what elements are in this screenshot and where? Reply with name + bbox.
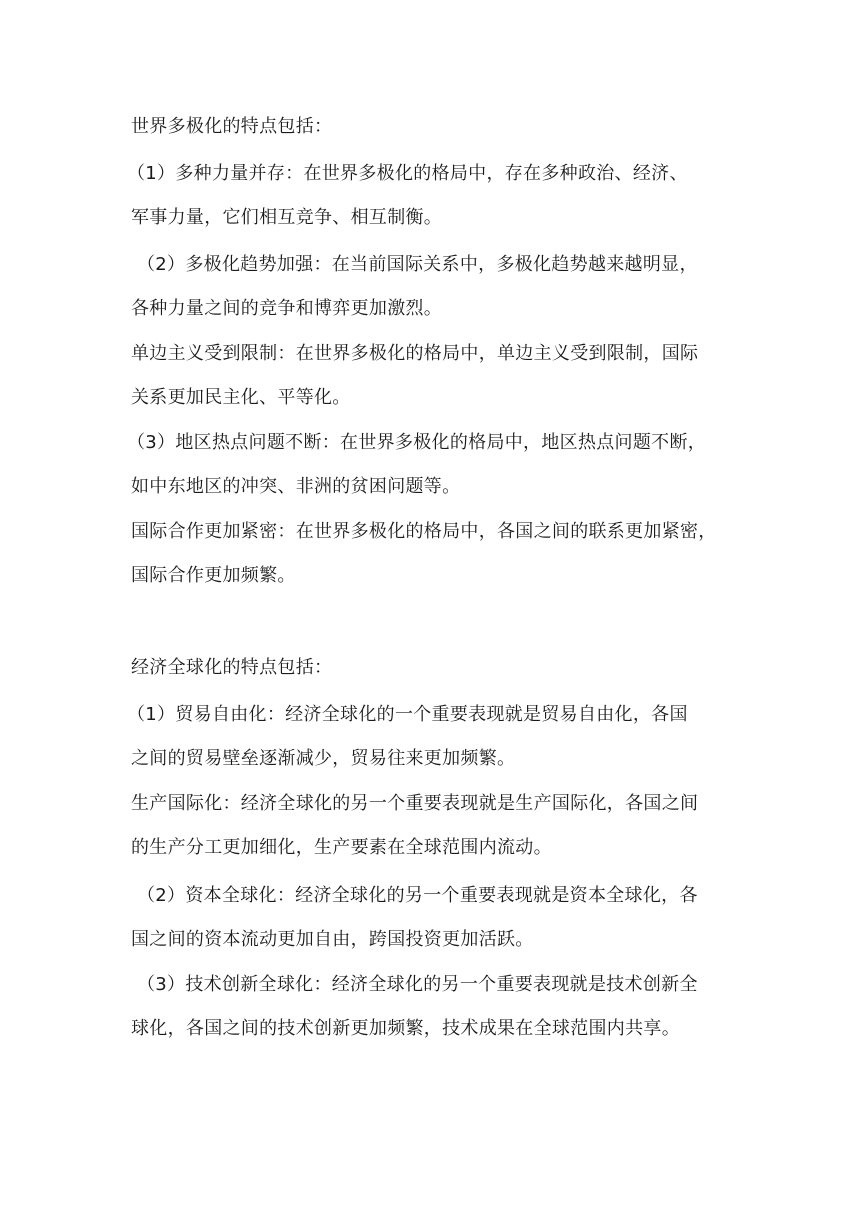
paragraph-line: 球化，各国之间的技术创新更加频繁，技术成果在全球范围内共享。 xyxy=(131,1018,680,1039)
paragraph-line: 之间的贸易壁垒逐渐减少，贸易往来更加频繁。 xyxy=(131,748,516,769)
paragraph-line: 如中东地区的冲突、非洲的贫困问题等。 xyxy=(131,476,461,497)
paragraph-line: 单边主义受到限制：在世界多极化的格局中，单边主义受到限制，国际 xyxy=(131,343,699,364)
paragraph-line: 各种力量之间的竞争和博弈更加激烈。 xyxy=(131,298,443,319)
paragraph-line: 军事力量，它们相互竞争、相互制衡。 xyxy=(131,207,443,228)
paragraph-line: 的生产分工更加细化，生产要素在全球范围内流动。 xyxy=(131,837,552,858)
paragraph-line: 国际合作更加频繁。 xyxy=(131,565,296,586)
paragraph-line: （2）资本全球化：经济全球化的另一个重要表现就是资本全球化，各 xyxy=(137,885,698,906)
paragraph-line: （1）贸易自由化：经济全球化的一个重要表现就是贸易自由化，各国 xyxy=(127,704,688,725)
paragraph-line: 生产国际化：经济全球化的另一个重要表现就是生产国际化，各国之间 xyxy=(131,793,699,814)
section-heading-globalization: 经济全球化的特点包括： xyxy=(131,657,333,678)
paragraph-line: （3）技术创新全球化：经济全球化的另一个重要表现就是技术创新全 xyxy=(137,974,698,995)
paragraph-line: 国际合作更加紧密：在世界多极化的格局中，各国之间的联系更加紧密， xyxy=(131,521,717,542)
paragraph-line: 关系更加民主化、平等化。 xyxy=(131,387,351,408)
paragraph-line: （1）多种力量并存：在世界多极化的格局中，存在多种政治、经济、 xyxy=(127,163,688,184)
paragraph-line: 国之间的资本流动更加自由，跨国投资更加活跃。 xyxy=(131,929,534,950)
section-heading-multipolarity: 世界多极化的特点包括： xyxy=(131,116,333,137)
paragraph-line: （2）多极化趋势加强：在当前国际关系中，多极化趋势越来越明显， xyxy=(137,254,698,275)
paragraph-line: （3）地区热点问题不断：在世界多极化的格局中，地区热点问题不断， xyxy=(127,432,707,453)
